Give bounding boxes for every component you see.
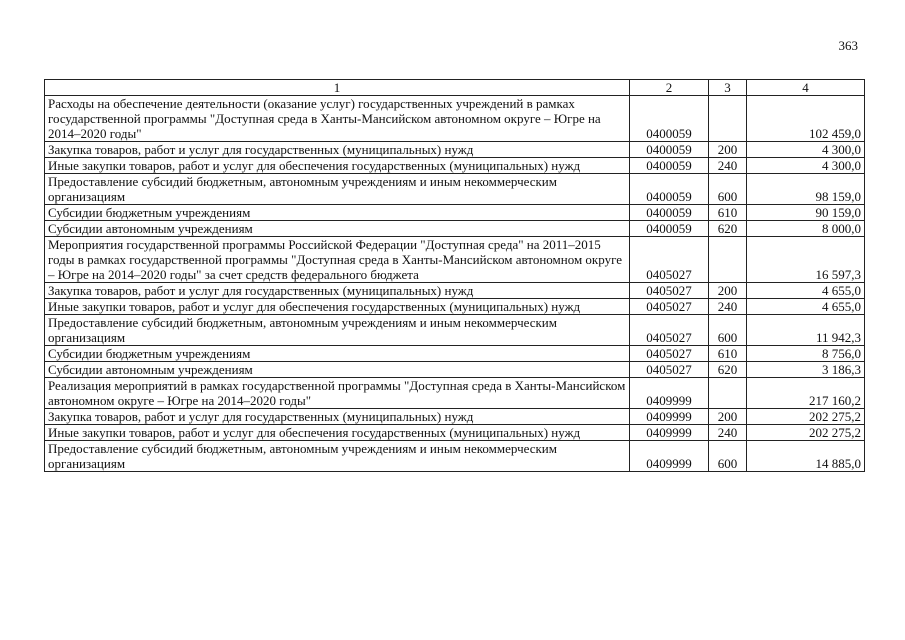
table-row (45, 174, 865, 205)
cell-amount: 202 275,2 (747, 425, 865, 441)
table-row (45, 346, 865, 362)
cell-code: 0400059 (630, 142, 709, 158)
cell-description: Предоставление субсидий бюджетным, автономным учреждениям и иным некоммерческим организациям (45, 441, 630, 472)
cell-description: Закупка товаров, работ и услуг для государственных (муниципальных) нужд (45, 409, 630, 425)
cell-description: Мероприятия государственной программы Российской Федерации "Доступная среда" на 2011–2015 годы в рамках государственной программы "Доступная среда в Ханты-Мансийском автономном округе – Югре на 2014–2020 годы" за счет средств федерального бюджета (45, 237, 630, 283)
cell-amount: 4 655,0 (747, 299, 865, 315)
cell-amount: 4 300,0 (747, 142, 865, 158)
column-header-description: 1 (45, 80, 630, 96)
table-row (45, 237, 865, 283)
cell-amount: 3 186,3 (747, 362, 865, 378)
cell-type: 620 (709, 362, 747, 378)
table-row (45, 283, 865, 299)
cell-type: 200 (709, 409, 747, 425)
cell-description: Иные закупки товаров, работ и услуг для обеспечения государственных (муниципальных) нужд (45, 158, 630, 174)
cell-amount: 102 459,0 (747, 96, 865, 142)
cell-description: Субсидии автономным учреждениям (45, 221, 630, 237)
table-row (45, 362, 865, 378)
cell-code: 0409999 (630, 425, 709, 441)
table-row (45, 441, 865, 472)
cell-code: 0409999 (630, 441, 709, 472)
cell-description: Субсидии бюджетным учреждениям (45, 205, 630, 221)
table-row (45, 425, 865, 441)
column-header-amount: 4 (747, 80, 865, 96)
cell-code: 0405027 (630, 315, 709, 346)
cell-description: Субсидии автономным учреждениям (45, 362, 630, 378)
cell-code: 0400059 (630, 96, 709, 142)
cell-amount: 98 159,0 (747, 174, 865, 205)
cell-description: Иные закупки товаров, работ и услуг для обеспечения государственных (муниципальных) нужд (45, 299, 630, 315)
cell-amount: 16 597,3 (747, 237, 865, 283)
cell-code: 0405027 (630, 346, 709, 362)
cell-type: 240 (709, 158, 747, 174)
cell-amount: 8 756,0 (747, 346, 865, 362)
budget-table (44, 79, 865, 472)
cell-code: 0409999 (630, 378, 709, 409)
table-row (45, 378, 865, 409)
table-row (45, 221, 865, 237)
cell-type: 200 (709, 142, 747, 158)
cell-code: 0400059 (630, 221, 709, 237)
cell-amount: 202 275,2 (747, 409, 865, 425)
cell-amount: 217 160,2 (747, 378, 865, 409)
cell-amount: 90 159,0 (747, 205, 865, 221)
cell-type (709, 237, 747, 283)
cell-type: 620 (709, 221, 747, 237)
cell-type: 600 (709, 174, 747, 205)
table-row (45, 158, 865, 174)
table-row (45, 409, 865, 425)
cell-description: Предоставление субсидий бюджетным, автономным учреждениям и иным некоммерческим организациям (45, 315, 630, 346)
table-row (45, 315, 865, 346)
column-header-type: 3 (709, 80, 747, 96)
cell-amount: 4 655,0 (747, 283, 865, 299)
cell-type: 600 (709, 441, 747, 472)
cell-code: 0409999 (630, 409, 709, 425)
cell-type (709, 378, 747, 409)
cell-amount: 14 885,0 (747, 441, 865, 472)
column-header-code: 2 (630, 80, 709, 96)
cell-type: 200 (709, 283, 747, 299)
cell-amount: 8 000,0 (747, 221, 865, 237)
page-number: 363 (838, 38, 858, 53)
table-header-row (45, 80, 865, 96)
table-row (45, 299, 865, 315)
cell-amount: 4 300,0 (747, 158, 865, 174)
cell-description: Предоставление субсидий бюджетным, автономным учреждениям и иным некоммерческим организациям (45, 174, 630, 205)
cell-description: Иные закупки товаров, работ и услуг для обеспечения государственных (муниципальных) нужд (45, 425, 630, 441)
cell-type: 240 (709, 425, 747, 441)
cell-type (709, 96, 747, 142)
cell-code: 0405027 (630, 283, 709, 299)
cell-code: 0400059 (630, 205, 709, 221)
cell-code: 0405027 (630, 362, 709, 378)
cell-description: Закупка товаров, работ и услуг для государственных (муниципальных) нужд (45, 142, 630, 158)
cell-type: 240 (709, 299, 747, 315)
cell-code: 0405027 (630, 237, 709, 283)
cell-type: 610 (709, 205, 747, 221)
cell-type: 600 (709, 315, 747, 346)
cell-description: Закупка товаров, работ и услуг для государственных (муниципальных) нужд (45, 283, 630, 299)
cell-description: Субсидии бюджетным учреждениям (45, 346, 630, 362)
cell-description: Реализация мероприятий в рамках государственной программы "Доступная среда в Ханты-Мансийском автономном округе – Югре на 2014–2020 годы" (45, 378, 630, 409)
cell-amount: 11 942,3 (747, 315, 865, 346)
cell-code: 0405027 (630, 299, 709, 315)
table-row (45, 142, 865, 158)
cell-description: Расходы на обеспечение деятельности (оказание услуг) государственных учреждений в рамках государственной программы "Доступная среда в Ханты-Мансийском автономном округе – Югре на 2014–2020 годы" (45, 96, 630, 142)
cell-type: 610 (709, 346, 747, 362)
cell-code: 0400059 (630, 158, 709, 174)
table-row (45, 96, 865, 142)
cell-code: 0400059 (630, 174, 709, 205)
table-row (45, 205, 865, 221)
